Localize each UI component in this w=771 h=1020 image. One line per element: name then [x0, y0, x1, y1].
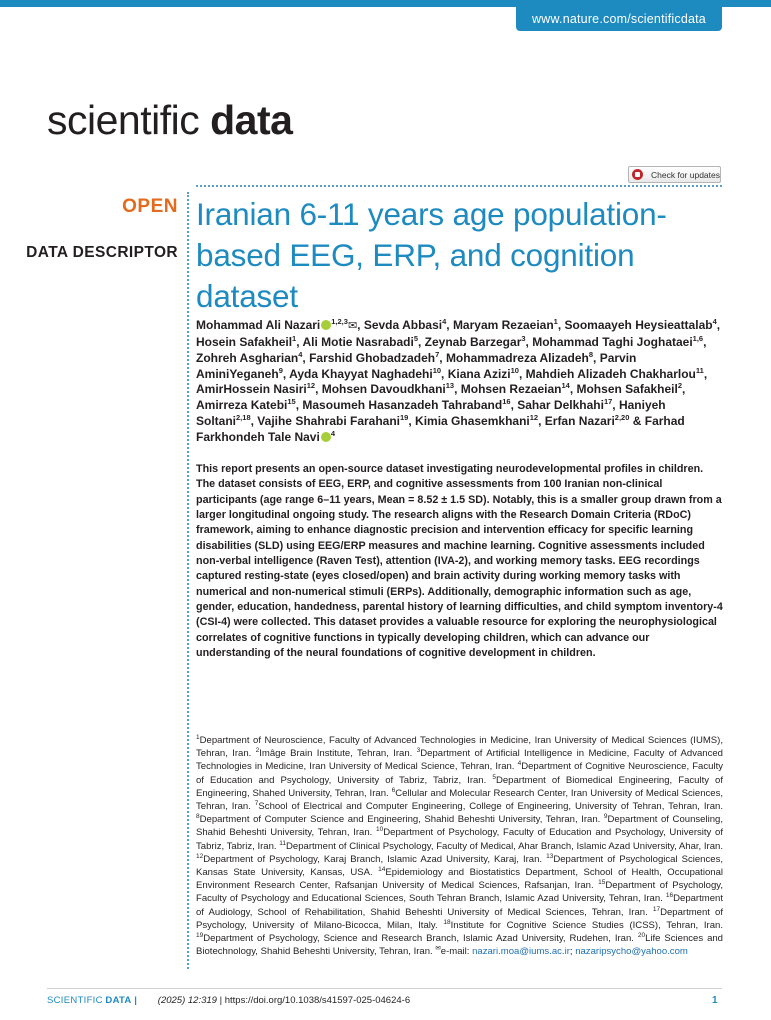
affiliation-number: 10	[376, 826, 384, 834]
affiliations: $^1$Department of Neuroscience, Faculty of Advanced Technologies in Medicine, Iran University of Medical Sciences (IUMS), Tehran, Iran. $^2$Imâge Brain Institute, Tehran, Iran. $^3$Department of Artificial Intelligence in Medicine, Faculty of Advanced Technologies in Medicine, Iran University of Medical Science, Tehran, Iran. $^4$Department of Cognitive Neuroscience, Faculty of Education and Psychology, University of Tabriz, Tabriz, Iran. $^5$Department of Biomedical Engineering, Faculty of Engineering, Shahed University, Tehran, Iran. $^6$Cellular and Molecular Research Center, Iran University of Medical Sciences, Tehran, Iran. $^7$School of Electrical and Computer Engineering, College of Engineering, University of Tehran, Tehran, Iran. $^8$Department of Computer Science and Engineering, Shahid Beheshti University, Tehran, Iran. $^9$Department of Counseling, Shahid Beheshti University, Tehran, Iran. $^{10}$Department of Psychology, Faculty of Education and Psychology, University of Tabriz, Tabriz, Iran. $^{11}$Department of Clinical Psychology, Faculty of Medical, Ahar Branch, Islamic Azad University, Ahar, Iran. $^{12}$Department of Psychology, Karaj Branch, Islamic Azad University, Karaj, Iran. $^{13}$Department of Psychological Sciences, Kansas State University, Kansas, USA. $^{14}$Epidemiology and Biostatistics Department, School of Health, Occupational Environment Research Center, Rafsanjan University of Medical Sciences, Rafsanjan, Iran. $^{15}$Department of Psychology, Faculty of Psychology and Educational Sciences, South Tehran Branch, Islamic Azad University, Tehran, Iran. $^{16}$Department of Audiology, School of Rehabilitation, Shahid Beheshti University of Medical Sciences, Tehran, Iran. $^{17}$Department of Psychology, University of Milano-Bicocca, Milan, Italy. $^{18}$Institute for Cognitive Science Studies (ICSS), Tehran, Iran. $^{19}$Department of Psychology, Science and Research Branch, Islamic Azad University, Rudehen, Iran. $^{20}$Life Sciences and Biotechnology, Shahid Beheshti University, Tehran, Iran. ✉e-mail: nazari.moa@iums.ac.ir; nazaripsycho@yahoo.com	[196, 733, 724, 958]
footer-doi[interactable]: https://doi.org/10.1038/s41597-025-04624-6	[224, 995, 411, 1006]
page-number: 1	[712, 995, 718, 1006]
author-entry	[196, 351, 302, 365]
affiliation-text: Department of Cognitive Neuroscience, Faculty of Education and Psychology, University of Tabriz, Tabriz, Iran.	[196, 761, 723, 786]
author-entry	[565, 318, 717, 332]
journal-logo[interactable]	[47, 97, 292, 144]
affiliation-text: Department of Audiology, School of Rehabilitation, Shahid Beheshti University of Medical Sciences, Tehran, Iran.	[196, 893, 723, 918]
author-affiliation-number: 12	[306, 381, 316, 391]
open-access-label: OPEN	[122, 196, 178, 217]
affiliation-number: 19	[196, 931, 204, 939]
affiliation-number: 9	[603, 813, 608, 821]
author-name[interactable]: Haniyeh Soltani	[196, 398, 666, 429]
affiliation-number: 1	[196, 733, 200, 741]
author-affiliation-number: 11	[695, 365, 704, 375]
author-affiliation-number: 2,20	[614, 413, 630, 423]
author-entry	[446, 351, 593, 365]
author-name[interactable]: Erfan Nazari	[544, 414, 615, 429]
article-title: Iranian 6-11 years age population-based EEG, ERP, and cognition dataset	[196, 196, 667, 314]
email-envelope-icon: ✉	[435, 945, 441, 953]
affiliation-text: Cellular and Molecular Research Center, Iran University of Medical Sciences, Tehran, Iran.	[196, 787, 724, 813]
affiliation-text: Imâge Brain Institute, Tehran, Iran.	[259, 748, 413, 760]
author-affiliation-number: 5	[413, 333, 418, 343]
affiliation-number: 3	[416, 747, 421, 755]
author-entry	[309, 351, 439, 365]
author-name[interactable]: Maryam Rezaeian	[452, 318, 554, 332]
author-entry	[461, 382, 570, 396]
author-name[interactable]: Soomaayeh Heysieattalab	[564, 318, 713, 332]
affiliation-text: Department of Artificial Intelligence in Medicine, Faculty of Advanced Technologies in Medicine, Iran University of Medical Science, Tehran, Iran.	[196, 748, 723, 773]
envelope-icon[interactable]: ✉	[347, 320, 358, 332]
author-name[interactable]: Masoumeh Hasanzadeh Tahraband	[302, 398, 503, 413]
author-name[interactable]: Sevda Abbasi	[363, 318, 443, 332]
check-for-updates-button[interactable]	[628, 166, 721, 183]
author-entry	[545, 414, 630, 428]
author-name[interactable]: Hosein Safakheil	[196, 334, 293, 349]
author-affiliation-number: 13	[445, 381, 455, 391]
author-entry	[453, 318, 558, 332]
author-entry	[289, 367, 441, 381]
author-affiliation-number: 4	[712, 317, 717, 326]
author-entry	[364, 318, 446, 332]
page-footer: SCIENTIFIC DATA | (2025) 12:319 | https://doi.org/10.1038/s41597-025-04624-6	[47, 995, 411, 1006]
author-affiliation-number: 16	[502, 397, 511, 407]
author-name[interactable]: Mohammadreza Alizadeh	[445, 350, 589, 365]
author-affiliation-number: 9	[278, 365, 283, 375]
author-affiliation-number: 1	[292, 333, 297, 343]
author-name[interactable]: Mohammad Taghi Joghataei	[532, 334, 693, 349]
affiliation-text: School of Electrical and Computer Engineering, College of Engineering, University of Tehran, Tehran, Iran.	[258, 801, 723, 813]
affiliation-number: 6	[391, 786, 396, 794]
author-name[interactable]: Ali Motie Nasrabadi	[302, 334, 414, 349]
author-affiliation-number: 1,6	[692, 333, 704, 343]
author-entry	[415, 414, 538, 428]
affiliation-number: 13	[546, 852, 554, 860]
affiliation-number: 16	[665, 892, 674, 900]
orcid-icon[interactable]	[321, 320, 331, 330]
footer-journal-part1: SCIENTIFIC	[47, 995, 103, 1006]
author-name[interactable]: Mohammad Ali Nazari	[196, 318, 321, 332]
author-name[interactable]: Kiana Azizi	[447, 366, 511, 381]
author-entry	[257, 414, 408, 428]
affiliation-text: Department of Psychological Sciences, Kansas State University, Kansas, USA.	[196, 853, 723, 879]
top-accent-bar	[0, 0, 771, 7]
affiliation-text: Institute for Cognitive Science Studies (ICSS), Tehran, Iran.	[450, 919, 724, 931]
author-entry	[425, 335, 526, 349]
footer-divider	[47, 988, 722, 989]
author-affiliation-number: 15	[287, 397, 296, 407]
author-entry	[302, 335, 418, 349]
affiliation-text: Department of Clinical Psychology, Faculty of Medical, Ahar Branch, Islamic Azad University, Ahar, Iran.	[286, 840, 723, 852]
affiliation-text: Department of Counseling, Shahid Beheshti University, Tehran, Iran.	[196, 814, 723, 839]
author-entry	[196, 382, 315, 396]
author-affiliation-number: 14	[561, 381, 570, 391]
affiliation-number: 11	[279, 839, 287, 847]
author-affiliation-number: 17	[603, 397, 613, 407]
affiliation-number: 12	[196, 852, 204, 860]
author-entry	[302, 398, 510, 412]
article-type-label: DATA DESCRIPTOR	[26, 244, 178, 261]
email-label: e-mail:	[440, 946, 473, 958]
affiliation-text: Department of Computer Science and Engineering, Shahid Beheshti University, Tehran, Iran.	[199, 814, 601, 826]
affiliation-text: Department of Psychology, Science and Research Branch, Islamic Azad University, Rudehen, Iran.	[203, 933, 634, 945]
footer-journal-part2: DATA	[105, 995, 132, 1006]
crossmark-icon	[632, 169, 643, 180]
author-affiliation-number: 19	[400, 413, 409, 423]
author-name[interactable]: AmirHossein Nasiri	[196, 382, 307, 397]
author-list: Mohammad Ali Nazari $^{1,2,3}$✉, Sevda Abbasi$^4$, Maryam Rezaeian$^1$, Soomaayeh Heysieattalab$^4$, Hosein Safakheil$^1$, Ali Motie Nasrabadi$^5$, Zeynab Barzegar$^3$, Mohammad Taghi Joghataei$^{1,6}$, Zohreh Asgharian$^4$, Farshid Ghobadzadeh$^7$, Mohammadreza Alizadeh$^8$, Parvin AminiYeganeh$^9$, Ayda Khayyat Naghadehi$^{10}$, Kiana Azizi$^{10}$, Mahdieh Alizadeh Chakharlou$^{11}$, AmirHossein Nasiri$^{12}$, Mohsen Davoudkhani$^{13}$, Mohsen Rezaeian$^{14}$, Mohsen Safakheil$^2$, Amirreza Katebi$^{15}$, Masoumeh Hasanzadeh Tahraband$^{16}$, Sahar Delkhahi$^{17}$, Haniyeh Soltani$^{2,18}$, Vajihe Shahrabi Farahani$^{19}$, Kimia Ghasemkhani$^{12}$, Erfan Nazari$^{2,20}$ & Farhad Farkhondeh Tale Navi $^4$	[196, 317, 721, 444]
footer-citation: (2025) 12:319	[157, 995, 217, 1006]
author-name[interactable]: Zeynab Barzegar	[424, 334, 522, 349]
affiliation-text: Department of Psychology, Faculty of Psychology and Educational Sciences, South Tehran Branch, Islamic Azad University, Tehran, Iran.	[196, 880, 723, 905]
affiliation-text: Department of Biomedical Engineering, Faculty of Engineering, Shahed University, Tehran, Iran.	[196, 774, 724, 799]
affiliation-text: Department of Neuroscience, Faculty of Advanced Technologies in Medicine, Iran University of Medical Sciences (IUMS), Tehran, Iran.	[196, 735, 723, 760]
author-affiliation-number: 10	[432, 365, 442, 375]
author-name[interactable]: Vajihe Shahrabi Farahani	[257, 414, 401, 429]
author-name[interactable]: Mohsen Rezaeian	[460, 382, 562, 397]
author-affiliation-number: 1	[553, 317, 558, 326]
author-name[interactable]: Mahdieh Alizadeh Chakharlou	[525, 366, 696, 381]
affiliation-text: Life Sciences and Biotechnology, Shahid Beheshti University, Tehran, Iran.	[196, 933, 723, 958]
author-name[interactable]: Farhad Farkhondeh Tale Navi	[196, 414, 685, 444]
author-name[interactable]: Farshid Ghobadzadeh	[309, 350, 436, 365]
affiliation-number: 2	[255, 747, 260, 755]
author-name[interactable]: Mohsen Safakheil	[576, 382, 678, 397]
author-entry	[517, 398, 612, 412]
vertical-divider	[187, 192, 189, 969]
logo-word-data: data	[210, 97, 293, 143]
affiliation-text: Department of Psychology, Karaj Branch, Islamic Azad University, Karaj, Iran.	[203, 853, 543, 865]
email-link[interactable]: nazari.moa@iums.ac.ir	[472, 946, 570, 958]
author-entry	[526, 367, 704, 381]
author-entry	[196, 398, 296, 412]
logo-word-scientific: scientific	[47, 97, 200, 143]
author-affiliation-number: 2,18	[236, 413, 251, 423]
affiliation-number: 4	[517, 760, 522, 768]
affiliation-text: Epidemiology and Biostatistics Department, School of Health, Occupational Environment Research Center, Rafsanjan University of Medical Sciences, Rafsanjan, Iran.	[196, 867, 724, 892]
author-entry	[576, 382, 682, 396]
author-name[interactable]: Ayda Khayyat Naghadehi	[289, 366, 433, 381]
affiliation-number: 7	[254, 799, 259, 807]
author-affiliation-number: 4	[330, 428, 335, 438]
author-entry	[532, 335, 703, 349]
author-affiliation-number: 1,2,3	[331, 317, 348, 326]
author-name[interactable]: Mohsen Davoudkhani	[321, 382, 446, 397]
check-for-updates-label: Check for updates	[651, 169, 720, 180]
affiliation-number: 18	[443, 918, 451, 926]
author-affiliation-number: 4	[298, 349, 303, 359]
author-name[interactable]: Zohreh Asgharian	[196, 350, 299, 365]
author-entry	[322, 382, 454, 396]
email-link[interactable]: nazaripsycho@yahoo.com	[575, 946, 688, 958]
author-entry	[196, 318, 357, 332]
author-affiliation-number: 4	[442, 317, 447, 326]
affiliation-number: 20	[637, 931, 646, 939]
author-affiliation-number: 12	[529, 413, 539, 423]
header-divider	[196, 185, 722, 187]
author-affiliation-number: 7	[435, 349, 440, 359]
journal-url-tab[interactable]: www.nature.com/scientificdata	[516, 7, 722, 31]
author-name[interactable]: Sahar Delkhahi	[517, 398, 604, 413]
author-affiliation-number: 2	[677, 381, 683, 391]
author-affiliation-number: 8	[588, 349, 594, 359]
abstract: This report presents an open-source dataset investigating neurodevelopmental profiles in children. The dataset consists of EEG, ERP, and cognitive assessments from 100 Iranian non-clinical participants (age range 6–11 years, Mean = 8.52 ± 1.5 SD). Notably, this is a smaller group drawn from a larger longitudinal ongoing study. The research aligns with the Research Domain Criteria (RDoC) framework, aiming to enhance diagnostic precision and intervention efficacy for specific learning disabilities (SLD) using EEG/ERP measures and machine learning. Cognitive assessments included non-verbal intelligence (Raven Test), attention (IVA-2), and working memory tasks. EEG recordings captured resting-state (eyes closed/open) and brain activity during working memory tasks with numerical and non-numerical stimuli (ERPs). Additionally, demographic information such as age, gender, education, handedness, parental history of learning difficulties, and child symptom inventory-4 (CSI-4) were collected. This dataset provides a valuable resource for exploring the neurophysiological correlates of cognitive functions in typically developing children, which can advance our understanding of the neural foundations of cognitive development in children.	[196, 463, 723, 660]
author-entry	[448, 367, 519, 381]
affiliation-number: 14	[378, 865, 386, 873]
author-name[interactable]: Amirreza Katebi	[196, 398, 288, 413]
author-affiliation-number: 10	[510, 365, 519, 375]
author-name[interactable]: Kimia Ghasemkhani	[415, 414, 530, 429]
affiliation-number: 8	[196, 813, 200, 821]
affiliation-number: 17	[652, 905, 661, 913]
author-affiliation-number: 3	[521, 333, 526, 343]
author-entry	[196, 335, 296, 349]
affiliation-number: 15	[598, 879, 606, 887]
affiliation-text: Department of Psychology, University of Milano-Bicocca, Milan, Italy.	[196, 906, 724, 931]
affiliation-text: Department of Psychology, Faculty of Education and Psychology, University of Tabriz, Tabriz, Iran.	[196, 827, 723, 852]
author-name[interactable]: Parvin AminiYeganeh	[196, 350, 637, 381]
orcid-icon[interactable]	[321, 432, 331, 442]
affiliation-number: 5	[492, 773, 496, 781]
